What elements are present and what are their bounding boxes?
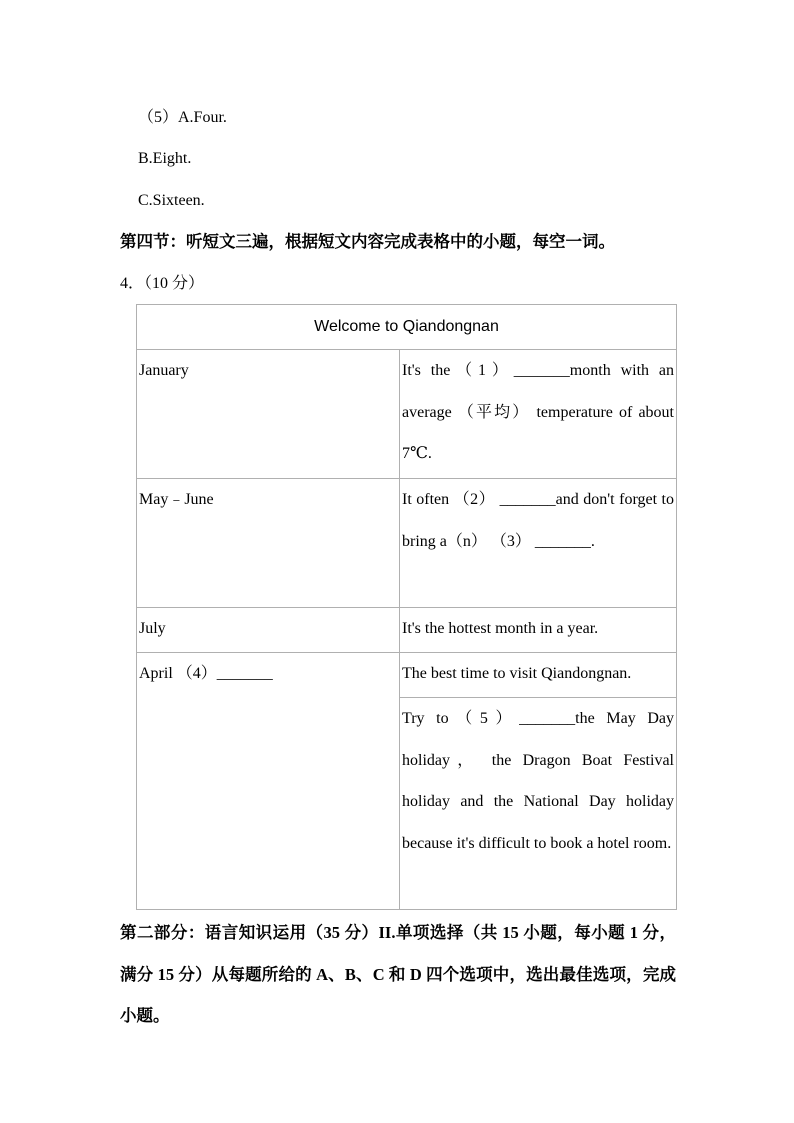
option-5c: C.Sixteen.	[138, 192, 205, 209]
table-title: Welcome to Qiandongnan	[137, 305, 677, 350]
welcome-table	[136, 304, 677, 910]
info-cell: The best time to visit Qiandongnan.	[400, 653, 677, 698]
month-cell: July	[137, 608, 400, 653]
table-row	[137, 653, 677, 698]
option-5b: B.Eight.	[138, 150, 192, 167]
table-row	[137, 350, 677, 479]
month-cell: January	[137, 350, 400, 479]
info-cell: It's the hottest month in a year.	[400, 608, 677, 653]
info-cell: Try to（5）_______the May Day holiday， the Dragon Boat Festival holiday and the National Day holiday because it's difficult to book a hotel room.	[400, 698, 677, 910]
table-row	[137, 608, 677, 653]
table-row	[137, 479, 677, 608]
month-cell: April （4）_______	[137, 653, 400, 910]
section-4-instruction: 第四节：听短文三遍，根据短文内容完成表格中的小题，每空一词。	[120, 232, 615, 251]
option-5a: （5）A.Four.	[138, 109, 227, 126]
info-cell: It often （2） _______and don't forget to bring a（n） （3） _______.	[400, 479, 677, 608]
info-cell: It's the（1）_______month with an average （平均） temperature of about 7℃.	[400, 350, 677, 479]
table-header-row	[137, 305, 677, 350]
part-2-instruction: 第二部分：语言知识运用（35 分）II.单项选择（共 15 小题，每小题 1 分， 满分 15 分）从每题所给的 A、B、C 和 D 四个选项中，选出最佳选项，完成小题。	[120, 923, 676, 1025]
month-cell: May﹣June	[137, 479, 400, 608]
question-4-number: 4．（10 分）	[120, 275, 205, 292]
